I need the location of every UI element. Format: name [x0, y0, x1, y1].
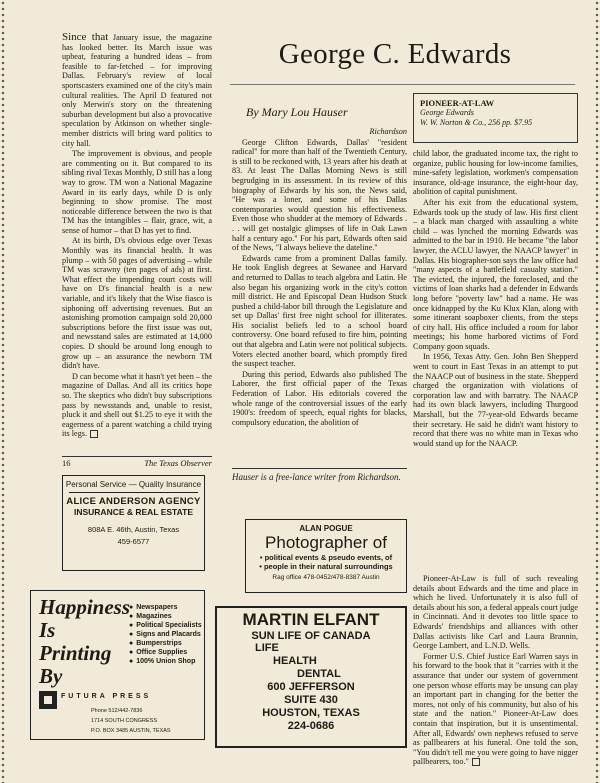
agent-city: HOUSTON, TEXAS	[262, 707, 360, 719]
photographer-title: Photographer of	[265, 533, 387, 552]
ad-tagline: Personal Service — Quality Insurance	[65, 480, 202, 489]
photographer-bullet: • political events & pseudo events, of	[259, 553, 393, 562]
agency-phone: 459-6577	[117, 537, 150, 546]
page-folio	[62, 456, 212, 468]
ad-headline-word: By	[39, 664, 63, 688]
agent-phone: 224-0686	[287, 720, 335, 732]
service-item: ● Newspapers	[129, 603, 202, 612]
article-column-2	[413, 149, 578, 448]
ad-headline-word: Printing	[39, 641, 112, 665]
agency-address: 808A E. 46th, Austin, Texas	[87, 525, 180, 534]
photographer-bullet: • people in their natural surroundings	[259, 562, 393, 571]
paragraph: Edwards came from a prominent Dallas family. He took English degrees at Sewanee and Harvard and returned to Dallas to teach algebra and Latin. He also began his organizing work in the city's cotton mill district. He and Episcopal Dean Hudson Stuck pushed a child-labor bill through the Legislature and set up Dallas' first free night school for illiterates. His socialist beliefs led to a school board controversy. One board refused to fire him, pointing out that algebra and Latin were not political subjects. Voters elected another board, which promptly fired the suspect teacher.	[232, 253, 407, 369]
service-item: ● Office Supplies	[129, 648, 202, 657]
paragraph: Since that January issue, the magazine has looked better. Its March issue was upbeat, featuring a hundred ideas – from feasible to far-fetched – for improving Dallas. February's review of local sportscasters examined one of the city's main cultural realities. The April D featured not only Merwin's story on the threatening suburban development but also a provocative speculation by Atkinson on whether single-member districts will bring ward politics to city hall.	[62, 31, 213, 148]
service-item: ● 100% Union Shop	[129, 657, 202, 666]
coverage-dental: DENTAL	[297, 668, 341, 680]
paragraph: George Clifton Edwards, Dallas' "resident radical" for more than half of the Twentieth Century, is still to be reckoned with, 13 years after his death at 83. At least The Dallas Morning News is still begrudging in its assessment. In its review of this biography of Edwards by his son, the News said, "He was a loner, and some of his Dallas contemporaries would question his effectiveness. Even those who shudder at the memory of Edwards . . . will get nostalgic glimpses of life in Oak Lawn half a century ago." For his part, Edwards often said of the News, "I always believe the dateline."	[232, 137, 407, 253]
photographer-ad	[245, 519, 407, 593]
paragraph: Pioneer-At-Law is full of such revealing details about Edwards and the time and place in which he lived. Unfortunately it is also full of details about his son, a federal appeals court judge in Cincinnati. And it devotes too little space to Edwards' friendships and alliances with other Dallas activists like Carl and Laura Brannin, George Lambert, and L.N.D. Wells.	[413, 574, 578, 651]
service-item: ● Bumperstrips	[129, 639, 202, 648]
agent-street: 600 JEFFERSON	[267, 681, 355, 693]
left-dot-border	[0, 0, 6, 783]
end-mark-icon	[472, 758, 480, 766]
paragraph: At its birth, D's obvious edge over Texas Monthly was its financial health. It was plump – with 50 pages of advertising – while TM was scrawny (ten pages of ads) at first. What effect the impending court costs will have on D's financial health is a new variable, and it's likely that the Wise fiasco is siphoning off advertising revenues. But an astonishing promotion campaign sold 20,000 subscriptions before the first issue was out, and newsstand sales are estimated at 14,000 copies. D should be around long enough to grow up – an assurance the newborn TM didn't have.	[62, 236, 212, 371]
photographer-name: ALAN POGUE	[299, 524, 353, 533]
magazine-name: The Texas Observer	[144, 458, 212, 468]
futura-logo-icon	[39, 691, 57, 709]
book-title: PIONEER-AT-LAW	[420, 98, 495, 108]
paragraph: Former U.S. Chief Justice Earl Warren says in his forward to the book that it "carries with it the assurance that under our system of government one person whose efforts may be unsung can play an important part in changing for the better the mores, not only of his community, but also of his state and the nation." Pioneer-At-Law does contain that inspiration, but it is unsentimental. After all, Edwards' own nephews refused to serve as pallbearers at his funeral. One told the son, "You didn't tell me you were going to have nigger pallbearers, too."	[413, 651, 578, 767]
book-info-box	[413, 93, 578, 143]
agent-suite: SUITE 430	[284, 694, 338, 706]
printer-name: FUTURA PRESS	[61, 693, 152, 700]
paragraph: During this period, Edwards also published The Laborer, the first official paper of the Texas Federation of Labor. His editorials covered the whole range of the controversial issues of the early 1900's: freedom of speech, equal rights for blacks, compulsory education, the abolition of	[232, 369, 407, 427]
dateline: Richardson	[369, 127, 407, 136]
article-column-1	[232, 127, 407, 427]
service-item: ● Political Specialists	[129, 621, 202, 630]
paragraph: D can become what it hasn't yet been – the magazine of Dallas. And all its critics hope so. The skeptics who didn't buy subscriptions pass by newsstands and, unable to resist, pluck it and shell out $1.25 to eye it with the eagerness of a parent watching a child trying its legs.	[62, 371, 212, 439]
drop-cap-lead: Since that	[62, 31, 109, 43]
printer-pobox: P.O. BOX 3485 AUSTIN, TEXAS	[91, 728, 171, 734]
ad-divider	[69, 492, 198, 493]
agency-service: INSURANCE & REAL ESTATE	[73, 507, 193, 517]
paragraph: After his exit from the educational system, Edwards took up the study of law. His first client – a black man charged with assaulting a white child – was lynched the morning Edwards was admitted to the bar in 1910. He became "the labor lawyer, the ACLU lawyer, the NAACP lawyer" in Dallas. His biographer-son says the law office had "many aspects of a battlefield casualty station." The evicted, the injured, the foreclosed, and the victims of loan sharks had a defender in Edwards long before "poverty law" had a name. He was once kidnapped by the Ku Klux Klan, along with some itinerant soapboxer clients, from the steps of city hall. His office included a room for labor meetings; his home harbored victims of Ford Company goon squads.	[413, 197, 578, 351]
coverage-life: LIFE	[255, 642, 279, 654]
printing-services-list	[129, 603, 202, 666]
previous-article-column	[62, 33, 212, 439]
page-number: 16	[62, 458, 71, 468]
right-dot-border	[594, 0, 600, 783]
paragraph: The improvement is obvious, and people are commenting on it. But compared to its sibling rival Texas Monthly, D still has a long way to grow. TM won a National Magazine Award in its early days, while D is only beginning to show promise. The most noticeable difference between the two is that TM has the intangibles – flair, grace, wit, a sense of humor – that D has yet to find.	[62, 149, 212, 235]
insurance-agency-ad	[62, 475, 205, 571]
byline: By Mary Lou Hauser	[246, 105, 348, 119]
article-title: George C. Edwards	[278, 38, 512, 70]
printer-address: 1714 SOUTH CONGRESS	[91, 718, 158, 724]
book-publisher: W. W. Norton & Co., 256 pp. $7.95	[420, 118, 533, 127]
service-item: ● Magazines	[129, 612, 202, 621]
book-author: George Edwards	[420, 108, 474, 117]
author-bio: Hauser is a free-lance writer from Richardson.	[232, 468, 407, 483]
title-rule	[230, 84, 575, 85]
printing-ad	[30, 590, 205, 740]
photographer-contact: Rag office 478-0452/478-8387 Austin	[272, 574, 380, 581]
ad-headline-word: Is	[39, 618, 56, 642]
ad-headline-word: Happiness	[39, 595, 131, 619]
agent-name: MARTIN ELFANT	[242, 610, 380, 629]
insurer-name: SUN LIFE OF CANADA	[251, 630, 371, 642]
paragraph: In 1956, Texas Atty. Gen. John Ben Shepperd went to court in East Texas in an attempt to put the NAACP out of business in the state. Shepperd charged the organization with violations of corporation law and with barratry. The NAACP had its own black lawyers, including Thurgood Marshall, but the 77-year-old Edwards became their secretary. He said he didn't want history to record that there was no white man in Texas who would stand up for the NAACP.	[413, 352, 578, 448]
end-mark-icon	[90, 430, 98, 438]
paragraph: child labor, the graduated income tax, the right to organize, public housing for low-income families, mine-safety legislation, workmen's compensation insurance, old-age insurance, the eight-hour day, abolition of capital punishment.	[413, 149, 578, 197]
life-insurance-ad	[215, 606, 407, 748]
article-column-3	[413, 574, 578, 767]
agency-name: ALICE ANDERSON AGENCY	[66, 496, 201, 507]
coverage-health: HEALTH	[273, 655, 317, 667]
service-item: ● Signs and Placards	[129, 630, 202, 639]
printer-phone: Phone 512/442-7836	[91, 708, 143, 714]
